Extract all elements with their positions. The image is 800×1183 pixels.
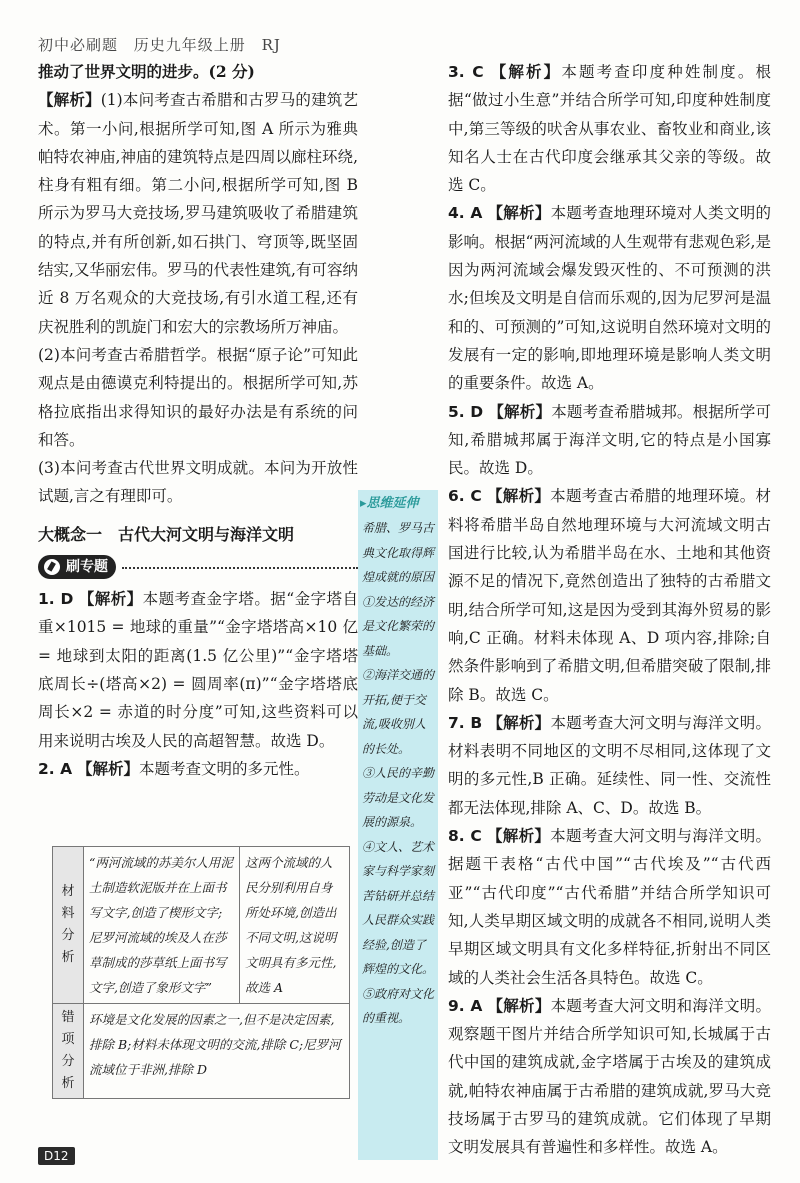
brush-label: 刷专题	[66, 559, 108, 576]
sidebar-item: ②海洋交通的开拓,便于交流,吸收别人的长处。	[362, 668, 435, 756]
q5-number: 5. D	[448, 402, 484, 421]
analysis-text-1: (1)本问考查古希腊和古罗马的建筑艺术。第一小问,根据所学可知,图 A 所示为雅典帕特农神庙,神庙的建筑特点是四周以廊柱环绕,柱身有粗有细。第二小问,根据所学可知,图 B 所示为罗马大竞技场,罗马建筑吸收了希腊建筑的特点,并有所创新,如石拱门、穹顶等,既坚固结实,又华丽宏伟。罗马的代表性建筑,有可容纳近 8 万名观众的大竞技场,有引水道工程,还有庆祝胜利的凯旋门和宏大的宗教场所万神庙。	[38, 91, 358, 336]
q2-tag: 【解析】	[77, 758, 140, 778]
page-header	[38, 34, 291, 55]
brush-badge	[38, 555, 116, 579]
sidebar-item: ①发达的经济是文化繁荣的基础。	[362, 594, 435, 658]
subject-title: 历史九年级上册	[133, 36, 246, 54]
analysis-paragraph-2: (2)本问考查古希腊哲学。根据“原子论”可知此观点是由德谟克利特提出的。根据所学可知,苏格拉底指出求得知识的最好办法是有系统的问和答。	[38, 345, 358, 449]
q5-text: 本题考查希腊城邦。根据所学可知,希腊城邦属于海洋文明,它的特点是小国寡民。故选 D。	[448, 402, 771, 478]
edition-label: RJ	[261, 36, 281, 54]
brush-topic-banner	[38, 555, 358, 579]
right-column	[448, 58, 771, 1162]
q2-text: 本题考查文明的多元性。	[139, 759, 310, 778]
answer-tail: 推动了世界文明的进步。(2 分)	[38, 62, 255, 81]
analysis-paragraph-1	[38, 86, 358, 341]
sidebar-title: ▸思维延伸	[360, 496, 419, 511]
question-2-answer	[38, 755, 358, 783]
q7-text: 本题考查大河文明与海洋文明。材料表明不同地区的文明不尽相同,这体现了文明的多元性,B 正确。延续性、同一性、交流性都无法体现,排除 A、C、D。故选 B。	[448, 713, 771, 817]
question-8-answer	[448, 822, 771, 992]
q4-number: 4. A	[448, 204, 483, 223]
q1-tag: 【解析】	[78, 589, 143, 609]
page-number: D12	[38, 1147, 75, 1165]
question-9-answer	[448, 992, 771, 1162]
q7-number: 7. B	[448, 713, 483, 732]
question-6-answer	[448, 482, 771, 708]
analysis-paragraph-3: (3)本问考查古代世界文明成就。本问为开放性试题,言之有理即可。	[38, 459, 358, 506]
question-3-answer	[448, 58, 771, 199]
dotted-divider	[122, 566, 358, 569]
q6-text: 本题考查古希腊的地理环境。材料将希腊半岛自然地理环境与大河流域文明古国进行比较,认为希腊半岛在水、土地和其他资源不足的情况下,竟然创造出了独特的古希腊文明,结合所学可知,这是因为受到其海外贸易的影响,C 正确。材料未体现 A、D 项内容,排除;自然条件影响到了希腊文明,但希腊突破了限制,排除 B。故选 C。	[448, 487, 771, 704]
table-row	[53, 1004, 350, 1099]
wrong-option-cell: 环境是文化发展的因素之一,但不是决定因素,排除 B;材料未体现文明的交流,排除 C;尼罗河流域位于非洲,排除 D	[84, 1004, 350, 1099]
q6-tag: 【解析】	[486, 486, 551, 506]
q4-text: 本题考查地理环境对人类文明的影响。根据“两河流域的人生观带有悲观色彩,是因为两河流域会爆发毁灭性的、不可预测的洪水;但埃及文明是自信而乐观的,因为尼罗河是温和的、可预测的”可知,这说明自然环境对文明的发展有一定的影响,即地理环境是影响人类文明的重要条件。故选 A。	[448, 204, 771, 393]
question-7-answer	[448, 709, 771, 822]
sidebar-item: ③人民的辛勤劳动是文化发展的源泉。	[362, 766, 435, 829]
q3-text: 本题考查印度种姓制度。根据“做过小生意”并结合所学可知,印度种姓制度中,第三等级的吠舍从事农业、畜牧业和商业,该知名人士在古代印度会继承其父亲的等级。故选 C。	[448, 63, 771, 195]
q8-tag: 【解析】	[486, 826, 551, 846]
question-5-answer	[448, 398, 771, 483]
table-row	[53, 847, 350, 1004]
q3-number: 3. C	[448, 63, 484, 81]
book-title: 初中必刷题	[38, 36, 119, 54]
q6-number: 6. C	[448, 487, 482, 506]
sidebar-item: ④文人、艺术家与科学家刻苦钻研并总结人民群众实践经验,创造了辉煌的文化。	[362, 839, 435, 976]
brush-icon	[44, 559, 60, 575]
q8-number: 8. C	[448, 827, 482, 846]
wrong-option-label: 错项分析	[53, 1004, 84, 1099]
left-column	[38, 58, 358, 783]
q9-tag: 【解析】	[487, 995, 551, 1015]
section-title: 大概念一 古代大河文明与海洋文明	[38, 524, 295, 544]
sidebar-intro: 希腊、罗马古典文化取得辉煌成就的原因	[362, 521, 435, 584]
material-analysis-label: 材料分析	[53, 847, 84, 1004]
q4-tag: 【解析】	[487, 203, 551, 223]
sidebar-item: ⑤政府对文化的重视。	[362, 986, 435, 1025]
q5-tag: 【解析】	[488, 401, 552, 421]
q9-text: 本题考查大河文明和海洋文明。观察题干图片并结合所学知识可知,长城属于古代中国的建筑成就,金字塔属于古埃及的建筑成就,帕特农神庙属于古希腊的建筑成就,罗马大竞技场属于古罗马的建筑成就。它们体现了早期文明发展具有普遍性和多样性。故选 A。	[448, 996, 771, 1157]
q9-number: 9. A	[448, 996, 483, 1015]
q1-text: 本题考查金字塔。据“金字塔自重×1015 = 地球的重量”“金字塔塔高×10 亿 = 地球到太阳的距离(1.5 亿公里)”“金字塔塔底周长÷(塔高×2) = 圆周率(π)”“金字塔塔底周长×2 = 赤道的时分度”可知,这些资料可以用来说明古埃及人民的高超智慧。故选 D。	[38, 590, 358, 750]
question-4-answer	[448, 199, 771, 397]
material-quote-cell: “两河流域的苏美尔人用泥土制造软泥版并在上面书写文字,创造了楔形文字;尼罗河流域的埃及人在莎草制成的莎草纸上面书写文字,创造了象形文字”	[84, 847, 240, 1004]
material-conclusion-cell: 这两个流域的人民分别利用自身所处环境,创造出不同文明,这说明文明具有多元性,故选 A	[240, 847, 350, 1004]
question-1-answer	[38, 585, 358, 755]
q7-tag: 【解析】	[487, 712, 551, 732]
analysis-tag: 【解析】	[38, 90, 101, 110]
q8-text: 本题考查大河文明与海洋文明。据题干表格“古代中国”“古代埃及”“古代西亚”“古代印度”“古代希腊”并结合所学知识可知,人类早期区域文明的成就各不相同,说明人类早期区域文明具有文化多样特征,折射出不同区域的人类社会生活各具特色。故选 C。	[448, 827, 771, 987]
analysis-table	[52, 846, 350, 1099]
sidebar-content	[362, 516, 436, 1031]
q1-number: 1. D	[38, 590, 74, 609]
q2-number: 2. A	[38, 759, 73, 778]
q3-tag: 【解析】	[490, 62, 562, 81]
